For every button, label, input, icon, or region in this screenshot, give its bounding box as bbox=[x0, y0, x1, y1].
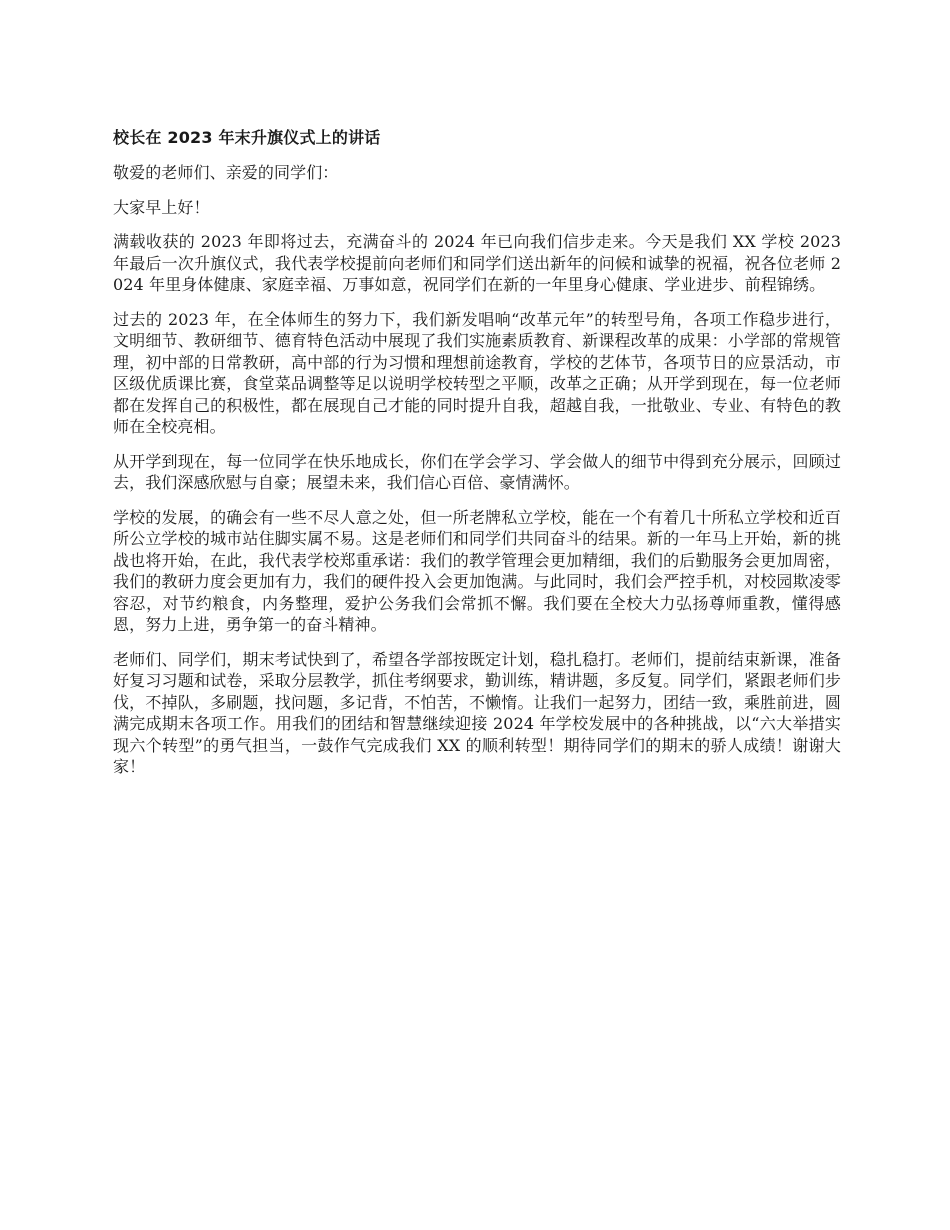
body-paragraph-new-year: 满载收获的 2023 年即将过去，充满奋斗的 2024 年已向我们信步走来。今天是我们 XX 学校 2023 年最后一次升旗仪式，我代表学校提前向老师们和同学们送出新年的问候和诚挚的祝福，祝各位老师 2024 年里身体健康、家庭幸福、万事如意，祝同学们在新的一年里身心健康、学业进步、前程锦绣。 bbox=[113, 232, 841, 294]
body-paragraph-students: 从开学到现在，每一位同学在快乐地成长，你们在学会学习、学会做人的细节中得到充分展示，回顾过去，我们深感欣慰与自豪；展望未来，我们信心百倍、豪情满怀。 bbox=[113, 451, 841, 492]
body-paragraph-development: 学校的发展，的确会有一些不尽人意之处，但一所老牌私立学校，能在一个有着几十所私立学校和近百所公立学校的城市站住脚实属不易。这是老师们和同学们共同奋斗的结果。新的一年马上开始，新的挑战也将开始，在此，我代表学校郑重承诺：我们的教学管理会更加精细，我们的后勤服务会更加周密，我们的教研力度会更加有力，我们的硬件投入会更加饱满。与此同时，我们会严控手机，对校园欺凌零容忍，对节约粮食，内务整理，爱护公务我们会常抓不懈。我们要在全校大力弘扬尊师重教，懂得感恩，努力上进，勇争第一的奋斗精神。 bbox=[113, 507, 841, 634]
greeting-paragraph: 敬爱的老师们、亲爱的同学们： bbox=[113, 163, 339, 182]
body-paragraph-past-year: 过去的 2023 年，在全体师生的努力下，我们新发唱响“改革元年”的转型号角，各项工作稳步进行，文明细节、教研细节、德育特色活动中展现了我们实施素质教育、新课程改革的成果：小学部的常规管理，初中部的日常教研，高中部的行为习惯和理想前途教育，学校的艺体节，各项节日的应景活动，市区级优质课比赛，食堂菜品调整等足以说明学校转型之平顺，改革之正确；从开学到现在，每一位老师都在发挥自己的积极性，都在展现自己才能的同时提升自我，超越自我，一批敬业、专业、有特色的教师在全校亮相。 bbox=[113, 309, 841, 436]
document-title: 校长在 2023 年末升旗仪式上的讲话 bbox=[113, 128, 381, 147]
document-page bbox=[113, 124, 841, 791]
salutation-paragraph: 大家早上好！ bbox=[113, 197, 210, 217]
body-paragraph-exams: 老师们、同学们，期末考试快到了，希望各学部按既定计划，稳扎稳打。老师们，提前结束新课，准备好复习习题和试卷，采取分层教学，抓住考纲要求，勤训练，精讲题，多反复。同学们，紧跟老师们步伐，不掉队，多刷题，找问题，多记背，不怕苦，不懒惰。让我们一起努力，团结一致，乘胜前进，圆满完成期末各项工作。用我们的团结和智慧继续迎接 2024 年学校发展中的各种挑战，以“六大举措实现六个转型”的勇气担当，一鼓作气完成我们 XX 的顺利转型！期待同学们的期末的骄人成绩！谢谢大家！ bbox=[113, 649, 841, 776]
